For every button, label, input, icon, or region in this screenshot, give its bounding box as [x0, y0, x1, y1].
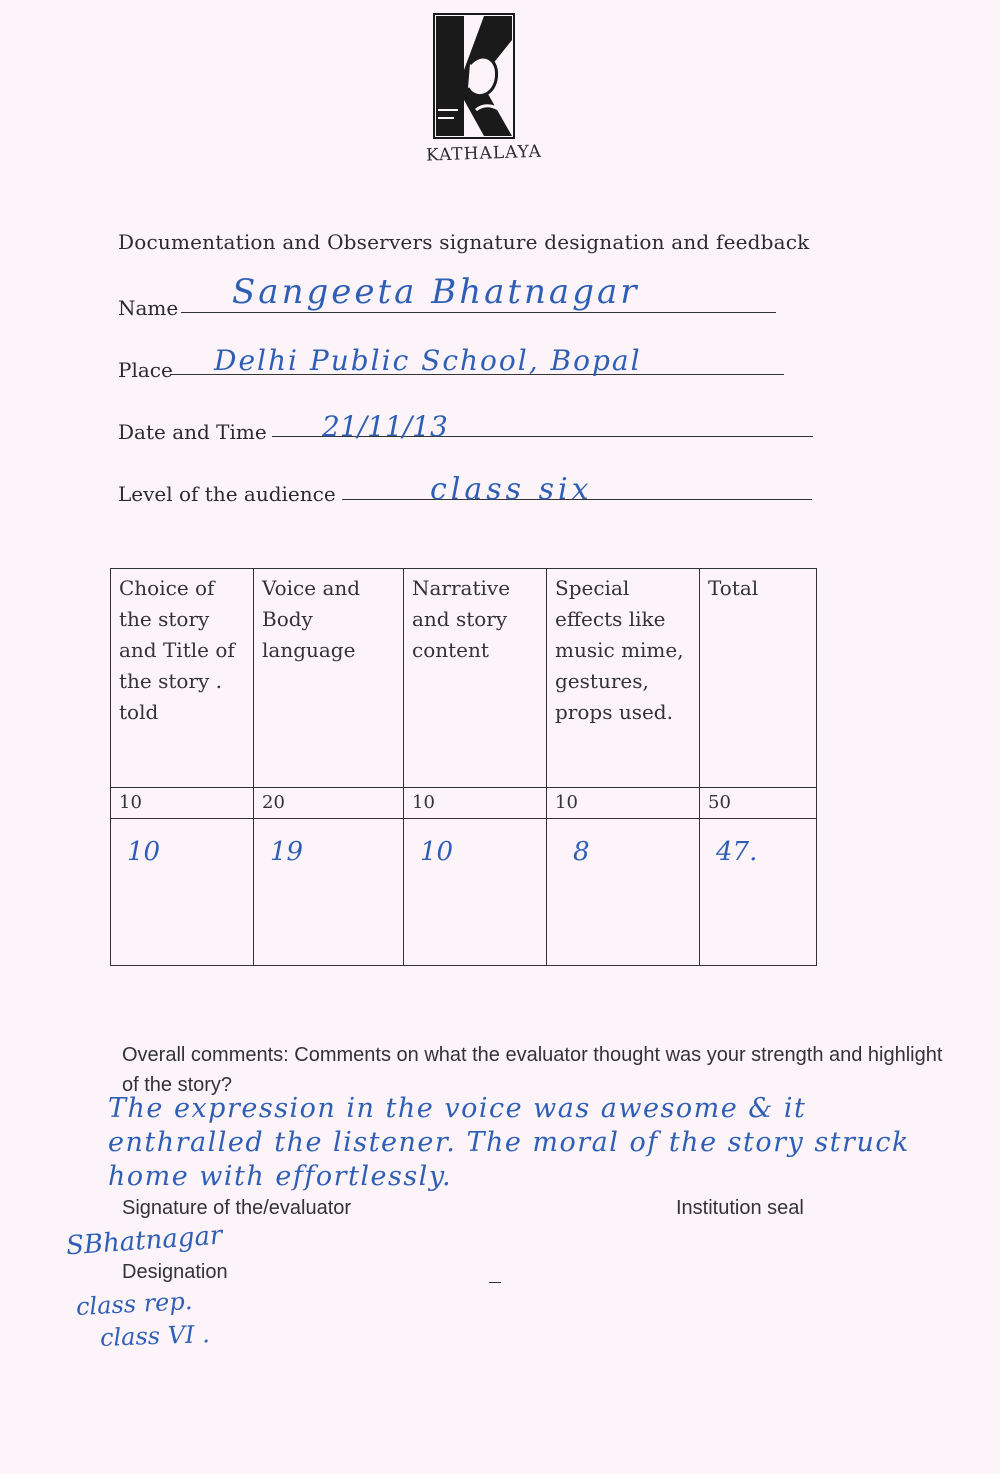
header-narrative-content: Narrative and story content — [404, 569, 547, 788]
max-choice-of-story: 10 — [111, 788, 254, 819]
score-narrative-content-cell — [404, 819, 547, 966]
score-voice-body-language: 19 — [270, 837, 304, 867]
table-header-row — [111, 569, 817, 788]
signature-value: SBhatnagar — [65, 1220, 224, 1262]
seal-area-mark — [489, 1282, 501, 1283]
comments-prompt: Overall comments: Comments on what the evaluator thought was your strength and highlight of the story? — [122, 1044, 943, 1096]
header-special-effects: Special effects like music mime, gestures, props used. — [547, 569, 700, 788]
audience-level-value: class six — [430, 472, 593, 507]
name-value: Sangeeta Bhatnagar — [232, 272, 640, 312]
form-heading: Documentation and Observers signature designation and feedback — [118, 230, 810, 254]
name-line — [181, 312, 776, 313]
comments-handwritten: The expression in the voice was awesome & it enthralled the listener. The moral of the story struck home with effortlessly. — [108, 1093, 910, 1192]
header-voice-body-language: Voice and Body language — [254, 569, 404, 788]
max-marks-row — [111, 788, 817, 819]
score-choice-of-story-cell — [111, 819, 254, 966]
awarded-marks-row — [111, 819, 817, 966]
score-table — [110, 568, 817, 966]
max-voice-body-language: 20 — [254, 788, 404, 819]
designation-line2: class VI . — [99, 1320, 211, 1352]
date-time-value: 21/11/13 — [322, 410, 448, 443]
place-value: Delhi Public School, Bopal — [214, 344, 642, 377]
name-label: Name — [118, 296, 179, 320]
date-time-label: Date and Time — [118, 420, 267, 444]
score-total: 47. — [716, 837, 758, 867]
place-label: Place — [118, 358, 173, 382]
max-narrative-content: 10 — [404, 788, 547, 819]
logo-wordmark: KATHALAYA — [425, 141, 543, 166]
audience-level-label: Level of the audience — [118, 482, 336, 506]
max-total: 50 — [700, 788, 817, 819]
max-special-effects: 10 — [547, 788, 700, 819]
score-special-effects-cell — [547, 819, 700, 966]
designation-label: Designation — [122, 1261, 228, 1283]
score-narrative-content: 10 — [420, 837, 454, 867]
score-special-effects: 8 — [573, 837, 590, 867]
institution-seal-label: Institution seal — [676, 1197, 804, 1219]
score-choice-of-story: 10 — [127, 837, 161, 867]
score-voice-body-language-cell — [254, 819, 404, 966]
signature-label: Signature of the/evaluator — [122, 1197, 352, 1219]
header-choice-of-story: Choice of the story and Title of the story . told — [111, 569, 254, 788]
header-total: Total — [700, 569, 817, 788]
score-total-cell — [700, 819, 817, 966]
kathalaya-logo — [424, 10, 543, 185]
designation-line1: class rep. — [75, 1286, 194, 1322]
